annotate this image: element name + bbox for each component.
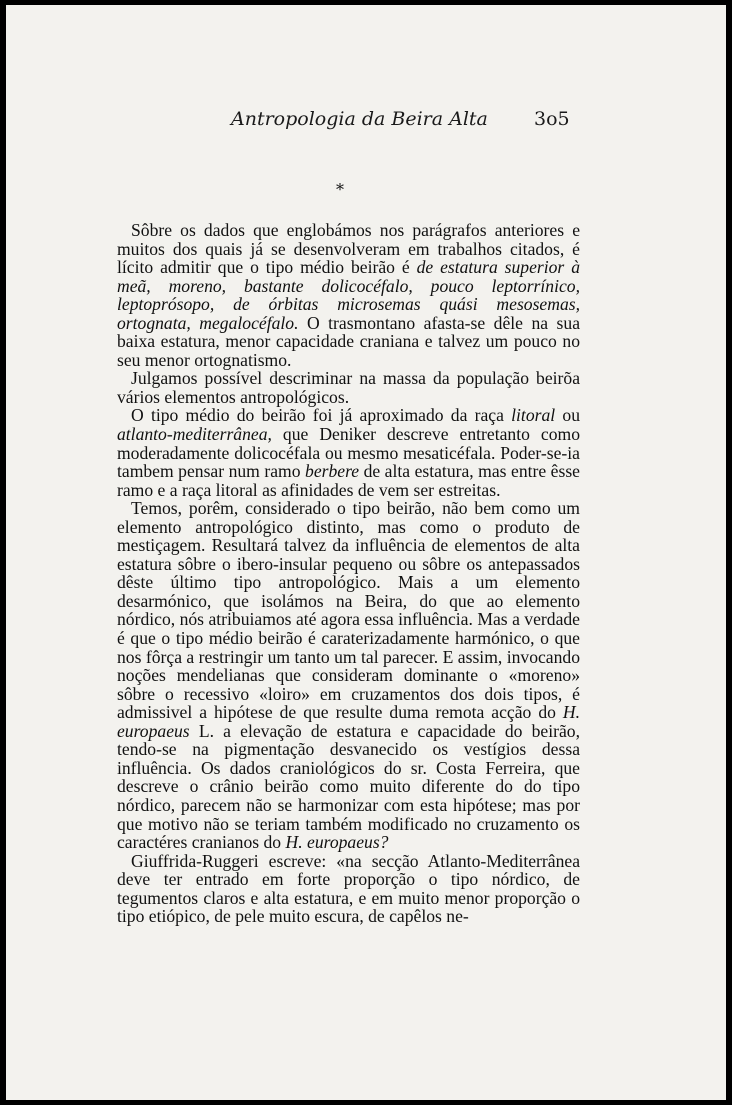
paragraph — [117, 369, 580, 406]
italic-run: de estatura superior à meã, moreno, bastante dolicocéfalo, pouco leptorrínico, leptoprósopo, de órbitas microsemas quási mesosemas, ortognata, megalocéfalo. — [117, 257, 580, 333]
text-run: de alta estatura, mas entre êsse ramo e a raça litoral as afinidades de vem ser estreitas. — [117, 461, 580, 500]
body-text — [117, 221, 580, 926]
text-run: O tipo médio do beirão foi já aproximado da raça — [131, 405, 512, 426]
running-title: Antropologia da Beira Alta — [231, 108, 488, 130]
book-page — [6, 5, 726, 1100]
paragraph — [117, 221, 580, 369]
paragraph — [117, 499, 580, 851]
text-run: ou — [555, 405, 580, 426]
text-run: Giuffrida-Ruggeri escreve: «na secção Atlanto-Mediterrânea deve ter entrado em forte proporção o tipo nórdico, de tegumentos claros e alta estatura, e em muito menor proporção o tipo etiópico, de pele muito escura, de capêlos ne- — [117, 850, 580, 927]
text-run: Julgamos possível descriminar na massa da população beirõa vários elementos antropológicos. — [117, 368, 580, 407]
italic-run: litoral — [511, 405, 556, 426]
text-run: Sôbre os dados que englobámos nos parágrafos anteriores e muitos dos quais já se desenvolveram em trabalhos citados, é lícito admitir que o tipo médio beirão é — [117, 220, 580, 278]
text-run: L. a elevação de estatura e capacidade do beirão, tendo-se na pigmentação desvanecido os vestígios dessa influência. Os dados craniológicos do sr. Costa Ferreira, que descreve o crânio beirão como muito diferente do do tipo nórdico, parecem não se harmonizar com esta hipótese; mas por que motivo não se teriam também modificado no cruzamento os caractéres cranianos do — [117, 720, 580, 853]
text-run: que Deniker descreve entretanto como moderadamente dolicocéfala ou mesmo mesaticéfala. Poder-se-ia tambem pensar num ramo — [117, 424, 580, 482]
text-run: Temos, porêm, considerado o tipo beirão, não bem como um elemento antropológico distinto, mas como o produto de mestiçagem. Resultará talvez da influência de elementos de alta estatura sôbre o ibero-insular pequeno ou sôbre os antepassados dêste último tipo antropológico. Mais a um elemento desarmónico, que isolámos na Beira, do que ao elemento nórdico, nós atribuiamos até agora essa influência. Mas a verdade é que o tipo médio beirão é caraterizadamente harmónico, o que nos fôrça a restringir um tanto um tal parecer. E assim, invocando noções mendelianas que consideram dominante o «moreno» sôbre o recessivo «loiro» em cruzamentos dos dois tipos, é admissivel a hipótese de que resulte duma remota acção do — [117, 498, 580, 723]
italic-run: berbere — [305, 461, 360, 482]
page-header — [6, 108, 726, 138]
page-number: 3o5 — [534, 108, 570, 130]
italic-run: H. europaeus — [117, 702, 580, 741]
text-run: O trasmontano afasta-se dêle na sua baixa estatura, menor capacidade craniana e talvez um pouco no seu menor ortognatismo. — [117, 312, 580, 370]
paragraph — [117, 406, 580, 499]
paragraph — [117, 852, 580, 926]
italic-run: atlanto-mediterrânea, — [117, 424, 272, 445]
italic-run: H. europaeus? — [285, 832, 389, 853]
asterisk-separator: * — [336, 180, 344, 199]
